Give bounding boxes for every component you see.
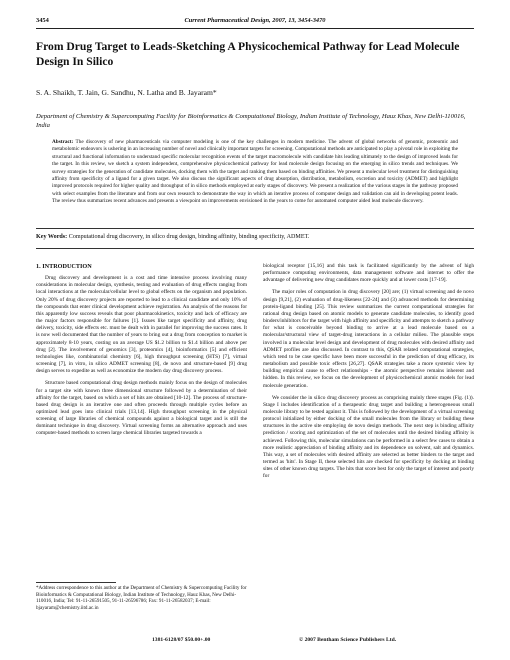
- article-title: From Drug Target to Leads-Sketching A Physicochemical Pathway for Lead Molecule Design In Silico: [36, 40, 460, 68]
- intro-paragraph-5: We consider the in silico drug discovery process as comprising mainly three stages (Fig. (1)). Stage I includes identification of a therapeutic drug target and building a heterogeneous small molecule library to be tested against it. This is followed by the development of a virtual screening protocol initialized by either docking of the small molecules from the library or building these structures in the active site employing de novo design methods. The next step is binding affinity prediction / scoring and optimization of the set of molecules until the desired binding affinity is achieved. Following this, molecular simulations can be performed in a select few cases to obtain a more realistic appreciation of binding affinity and its dependence on solvent, salt and dynamics. This way, a set of molecules with desired affinity are selected as better binders to the target and termed as 'hits'. In Stage II, these selected hits are checked for specificity by docking at binding sites of other known drug targets. The hits that score best for only the target of interest and poorly for: [263, 394, 474, 480]
- journal-pages: 3454-3470: [297, 17, 326, 24]
- intro-paragraph-2: Structure based computational drug design methods mainly focus on the design of molecules for a target site with known three dimensional structure followed by a determination of their affinity for the target, based on which a set of hits are obtained [10-12]. The process of structure-based drug design is an iterative one and often proceeds through multiple cycles before an optimized lead goes into clinical trials [13,14]. High throughput screening in the physical screening of large libraries of chemical compounds against a biological target and is still the dominant technique in drug discovery. Virtual screening forms an alternative approach and uses computer-based methods to screen large chemical libraries targeted towards a: [36, 380, 247, 437]
- right-column: [263, 263, 474, 481]
- copyright-notice: © 2007 Bentham Science Publishers Ltd.: [299, 637, 397, 643]
- abstract: [52, 139, 458, 206]
- left-column: [36, 263, 247, 438]
- issn-price: 1381-6128/07 $50.00+.00: [152, 637, 211, 643]
- affiliation: Department of Chemistry & Supercomputing Facility for Bioinformatics & Computational Biology, Indian Institute of Technology, Hauz Khas, New Delhi-110016, India: [36, 113, 466, 129]
- intro-paragraph-3: biological receptor [15,16] and this task is facilitated significantly by the advent of high performance computing environments, data management software and internet to offer the advantage of delivering new drug candidates more quickly and at lower costs [17-19].: [263, 263, 474, 284]
- correspondence-footnote: *Address correspondence to this author at the Department of Chemistry & Supercomputing Facility for Bioinformatics & Computational Biology, Indian Institute of Technology, Hauz Khas, New Delhi-110016, India; Tel: 91-11-26591505, 91-11-26596786; Fax: 91-11-26582037; E-mail: bjayaram@chemistry.iitd.ac.in: [36, 585, 247, 611]
- keywords: [36, 234, 474, 240]
- journal-volume: 13,: [288, 17, 297, 24]
- running-header: [36, 17, 474, 27]
- intro-paragraph-1: Drug discovery and development is a cost and time intensive process involving many considerations in molecular design, synthesis, testing and evaluation of drug effects ranging from local interactions at the molecular/cellular level to global effects on the organism and population. Only 20% of drug discovery projects are reported to lead to a clinical candidate and only 10% of the compounds that enter clinical development achieve registration. An analysis of the reasons for this apparently low success reveals that poor pharmacokinetics, toxicity and lack of efficacy are the major factors responsible for failures [1]. Issues like target specificity and affinity, drug delivery, toxicity, side effects etc. must be dealt with in parallel for improving the success rates. It is now well documented that the number of years to bring out a drug from conception to market is approximately 8-10 years, costing on an average US $1.2 billion to $1.4 billion and above per drug [2]. The involvement of genomics [3], proteomics [4], bioinformatics [5] and efficient technologies like, combinatorial chemistry [6], high throughput screening (HTS) [7], virtual screening [7], in vitro, in silico ADMET screening [8], de novo and structure-based [9] drug design serves to expedite as well as economize the modern day drug discovery process.: [36, 275, 247, 375]
- keywords-label: Key Words:: [36, 234, 68, 240]
- journal-name: Current Pharmaceutical Design,: [184, 17, 271, 24]
- header-rule: [36, 28, 474, 29]
- abstract-text: The discovery of new pharmaceuticals via computer modeling is one of the key challenges in modern medicine. The advent of global networks of genomic, proteomic and metabolomic endeavors is ushering in an increasing number of novel and clinically important targets for screening. Computational methods are anticipated to play a pivotal role in exploiting the structural and functional information to understand specific molecular recognition events of the target macromolecule with candidate hits leading ultimately to the design of improved leads for the target. In this review, we sketch a system independent, comprehensive physicochemical pathway for lead molecule design focusing on the emerging in silico trends and techniques. We survey strategies for the generation of candidate molecules, docking them with the target and ranking them based on binding affinities. We present a molecular level treatment for distinguishing affinity from specificity of a ligand for a given target. We also discuss the significant aspects of drug absorption, distribution, metabolism, excretion and toxicity (ADMET) and highlight improved protocols required for higher quality and throughput of in silico methods employed at early stages of discovery. We present a realization of the various stages in the pathway proposed with select examples from the literature and from our own research to demonstrate the way in which an iterative process of computer design and validation can aid in developing potent leads. The review thus summarizes recent advances and presents a viewpoint on improvements envisioned in the years to come for automated computer aided lead molecule discovery.: [52, 139, 458, 205]
- keywords-text: Computational drug discovery, in silico drug design, binding affinity, binding specificity, ADMET.: [68, 234, 310, 240]
- footnote-rule: [36, 582, 116, 583]
- journal-year: 2007,: [272, 17, 287, 24]
- abstract-label: Abstract:: [52, 139, 74, 145]
- keywords-bottom-rule: [36, 248, 474, 249]
- journal-citation: [36, 17, 474, 24]
- section-heading: 1. INTRODUCTION: [36, 263, 92, 270]
- intro-paragraph-4: The major roles of computation in drug discovery [20] are; (1) virtual screening and de novo design [9,21], (2) evaluation of drug-likeness [22-24] and (3) advanced methods for determining protein-ligand binding [25]. This review summarizes the current computational strategies for rational drug design based on atomic models to generate candidate molecules, to identify good binders/inhibitors for the target with high affinity and specificity and attempts to sketch a pathway for what is conceivable beyond binding to arrive at a lead molecule based on a molecular/structural view of target-drug interactions in a cellular milieu. The plausible steps involved in a molecular level design and development of drug molecules with desired affinity and ADMET profiles are also discussed. In contrast to this, QSAR related computational strategies, which tend to be case specific have been more successful in the prediction of drug efficacy, its metabolism and possible toxic effects [26,27]. QSAR strategies take a more systemic view by building empirical cause to effect relationships - the atomic perspective remains inherent and hidden. In this review, we focus on the development of physicochemical atomic models for lead molecule generation.: [263, 289, 474, 389]
- author-list: S. A. Shaikh, T. Jain, G. Sandhu, N. Latha and B. Jayaram*: [36, 88, 217, 97]
- page-number: 3454: [36, 17, 49, 24]
- keywords-top-rule: [36, 228, 474, 229]
